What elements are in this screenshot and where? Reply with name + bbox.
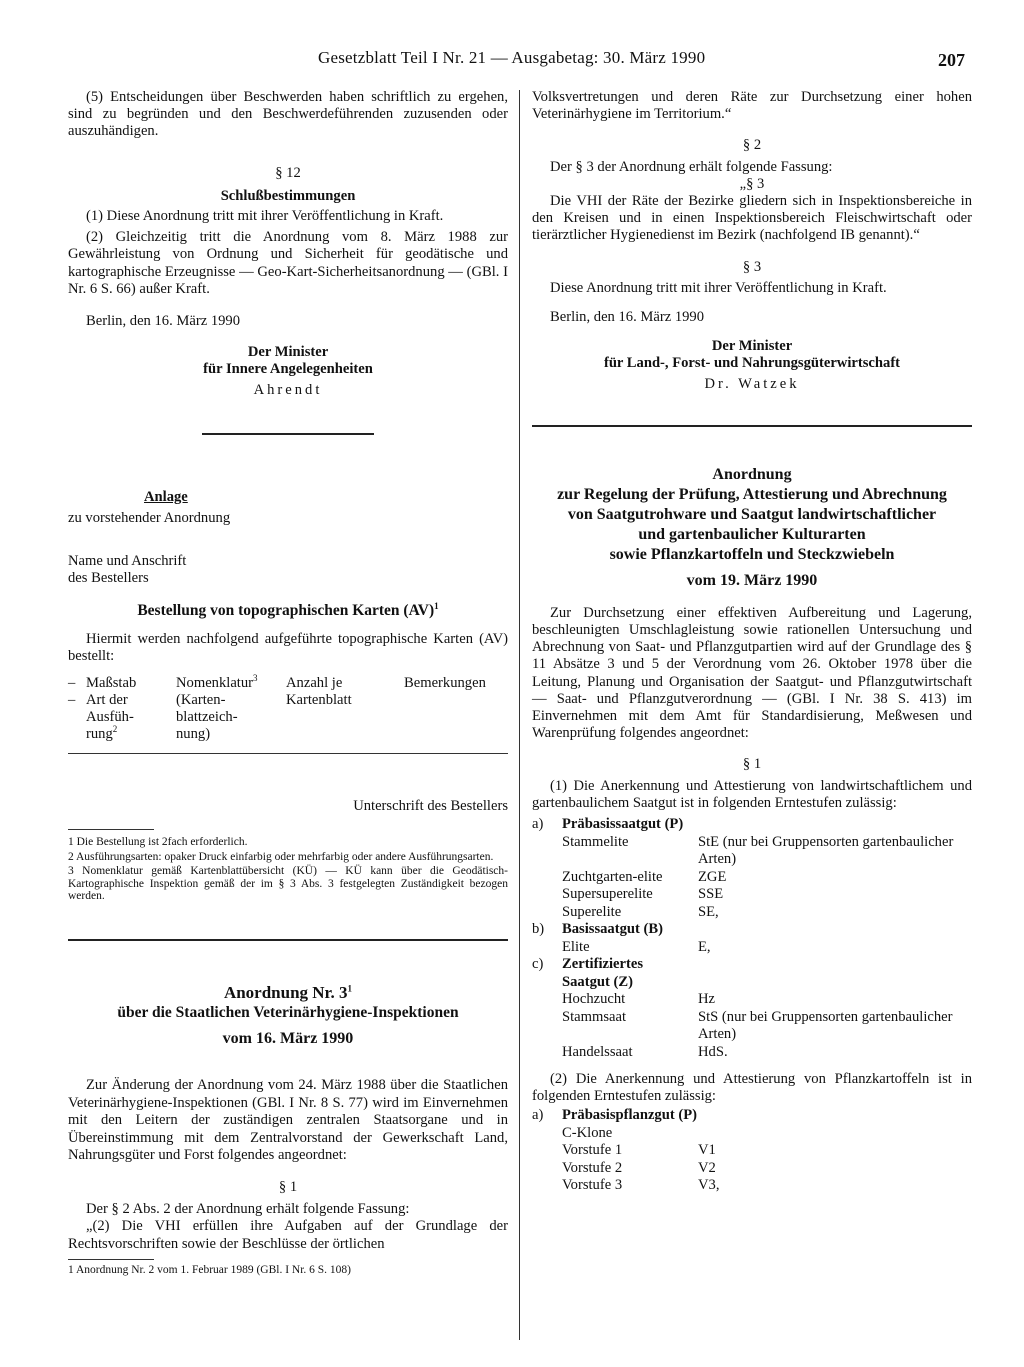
footnote-3: 3 Nomenklatur gemäß Kartenblattübersicht (KÜ) — KÜ kann über die Geodätisch-Kartographische Inspektion gemäß der im § 3 Abs. 3 festgelegten Zuständigkeit bezogen werden. — [68, 865, 508, 903]
signature-line-1: Der Minister — [247, 344, 329, 361]
anordnung-title: Anordnung — [712, 465, 792, 483]
table-col-1: – Maßstab – Art der Ausfüh- rung$^2$ — [68, 675, 137, 743]
name-label-2: des Bestellers — [68, 570, 149, 587]
section-1: § 1 — [278, 1178, 298, 1195]
section-separator — [68, 939, 508, 941]
right-column — [532, 89, 972, 1195]
anordnung-date: vom 19. März 1990 — [686, 571, 818, 589]
table-col-2: Nomenklatur$^3$ (Karten- blattzeich- nung) — [176, 673, 258, 743]
section-12: § 12 — [275, 164, 301, 181]
table-col-4: Bemerkungen — [404, 675, 486, 692]
section-2-quote: „§ 3 — [739, 175, 765, 192]
hiermit-text: Hiermit werden nachfolgend aufgeführte topographische Karten (AV) bestellt: — [68, 630, 508, 665]
continuation: Volksvertretungen und deren Räte zur Durchsetzung einer hohen Veterinärhygiene im Territorium.“ — [532, 89, 972, 123]
anordnung-3-title: Anordnung Nr. $3^1$ — [223, 982, 353, 1002]
anordnung-title-4: und gartenbaulicher Kulturarten — [638, 525, 866, 543]
anordnung-3-subtitle: über die Staatlichen Veterinärhygiene-Inspektionen — [117, 1003, 459, 1021]
place-date-right: Berlin, den 16. März 1990 — [550, 309, 705, 326]
section-2: § 2 — [742, 137, 762, 154]
anordnung-3-intro: Zur Änderung der Anordnung vom 24. März 1988 über die Staatlichen Veterinärhygiene-Inspektionen (GBl. I Nr. 8 S. 77) wird im Einvernehmen mit den Leitern der zuständigen zentralen Staatsorgane und in Übereinstimmung mit dem Zentralvorstand der Gewerkschaft Land, Nahrungsgüter und Forst folgendes angeordnet: — [68, 1076, 508, 1164]
paragraph-5: (5) Entscheidungen über Beschwerden haben schriftlich zu ergehen, sind zu begründen und den Beschwerdeführenden zuzusenden oder auszuhändigen. — [68, 89, 508, 140]
anlage-heading: Anlage — [144, 488, 188, 505]
footnote-2: 2 Ausführungsarten: opaker Druck einfarbig oder mehrfarbig oder andere Ausführungsarten. — [68, 850, 494, 863]
anordnung-title-3: von Saatgutrohware und Saatgut landwirtschaftlicher — [567, 505, 937, 523]
anordnung-title-5: sowie Pflanzkartoffeln und Steckzwiebeln — [609, 545, 895, 563]
signature-right-2: für Land-, Forst- und Nahrungsgüterwirtschaft — [603, 355, 901, 372]
seed-stages-list: a) Präbasissaatgut (P) Stammelite StE (nur bei Gruppensorten gartenbaulicher Arten) Zuchtgarten-elite ZGE Supersuperelite SSE Superelite SE, b) Basissaatgut (B) Elite E, c) Zertifiziertes Saatgut (Z) Hochzucht Hz Stammsaat StS (nur bei Gruppensorten gartenbaulicher Arten) Handelssaat HdS. — [532, 816, 954, 1060]
table-rule — [68, 753, 508, 754]
section-3-p: Diese Anordnung tritt mit ihrer Veröffentlichung in Kraft. — [550, 279, 887, 296]
signature-right-name: Dr. Watzek — [704, 375, 800, 392]
signature-right-1: Der Minister — [711, 338, 793, 355]
section-12-p1: (1) Diese Anordnung tritt mit ihrer Veröffentlichung in Kraft. — [86, 208, 444, 225]
separator — [202, 433, 374, 435]
unterschrift: Unterschrift des Bestellers — [353, 798, 508, 815]
anordnung-3-date: vom 16. März 1990 — [222, 1029, 354, 1047]
signature-line-2: für Innere Angelegenheiten — [203, 361, 373, 378]
place-date: Berlin, den 16. März 1990 — [86, 313, 241, 330]
bottom-footnote: 1 Anordnung Nr. 2 vom 1. Februar 1989 (GBl. I Nr. 6 S. 108) — [68, 1263, 352, 1276]
section-12-title: Schlußbestimmungen — [220, 187, 356, 204]
anordnung-title-2: zur Regelung der Prüfung, Attestierung und Abrechnung — [557, 485, 947, 503]
bestellung-title: Bestellung von topographischen Karten (AV)$^1$ — [137, 600, 439, 619]
section-separator-right — [532, 425, 972, 427]
header-title: Gesetzblatt Teil I Nr. 21 — Ausgabetag: 30. März 1990 — [318, 48, 706, 67]
section-2-p1: Der § 3 der Anordnung erhält folgende Fassung: — [550, 158, 833, 175]
section-1-p2: „(2) Die VHI erfüllen ihre Aufgaben auf der Grundlage der Rechtsvorschriften sowie der Beschlüsse der örtlichen — [68, 1218, 508, 1252]
column-divider — [519, 90, 520, 1340]
anordnung-intro: Zur Durchsetzung einer effektiven Aufbereitung und Lagerung, beschleunigten Umschlagleistung sowie rationellen Untersuchung und Abrechnung von Saat- und Pflanzgutpartien wird auf der Grundlage des § 11 Absätze 3 und 5 der Verordnung vom 26. Oktober 1978 über die Leitung, Planung und Organisation der Saatgut- und Pflanzgutwirtschaft — Saat- und Pflanzgutverordnung — (GBl. I Nr. 38 S. 413) im Einvernehmen mit dem Amt für Standardisierung, Meßwesen und Warenprüfung folgendes angeordnet: — [532, 604, 972, 742]
potato-stages-list: a) Präbasispflanzgut (P) C-Klone Vorstufe 1 V1 Vorstufe 2 V2 Vorstufe 3 V3, — [532, 1107, 720, 1194]
page-header — [0, 48, 1024, 72]
section-12-p2: (2) Gleichzeitig tritt die Anordnung vom 8. März 1988 zur Gewährleistung von Ordnung und Sicherheit für geodätische und kartographische Erzeugnisse — Geo-Kart-Sicherheitsanordnung — (GBl. I Nr. 6 S. 66) außer Kraft. — [68, 229, 508, 297]
section-1-right: § 1 — [742, 756, 762, 773]
signature-name: Ahrendt — [253, 381, 323, 398]
name-label-1: Name und Anschrift — [68, 553, 187, 570]
section-1-p1: Der § 2 Abs. 2 der Anordnung erhält folgende Fassung: — [86, 1201, 410, 1218]
anlage-sub: zu vorstehender Anordnung — [68, 510, 231, 527]
bottom-footnote-rule — [68, 1259, 154, 1260]
footnote-rule — [68, 829, 154, 830]
order-table-header — [68, 675, 508, 743]
section-1-right-p2: (2) Die Anerkennung und Attestierung von Pflanzkartoffeln ist in folgenden Erntestufen zulässig: — [532, 1071, 972, 1105]
table-col-3: Anzahl je Kartenblatt — [286, 675, 352, 709]
footnote-1: 1 Die Bestellung ist 2fach erforderlich. — [68, 836, 248, 849]
left-column — [68, 89, 508, 1276]
section-1-right-p1: (1) Die Anerkennung und Attestierung von landwirtschaftlichem und gartenbaulichem Saatgut ist in folgenden Erntestufen zulässig: — [532, 777, 972, 811]
section-3: § 3 — [742, 258, 762, 275]
section-2-p2: Die VHI der Räte der Bezirke gliedern sich in Inspektionsbereiche in den Kreisen und in einen Inspektionsbereich Fleischwirtschaft oder tierärztlicher Hygienedienst im Bezirk (nachfolgend IB genannt).“ — [532, 193, 972, 244]
page-number: 207 — [938, 50, 965, 70]
